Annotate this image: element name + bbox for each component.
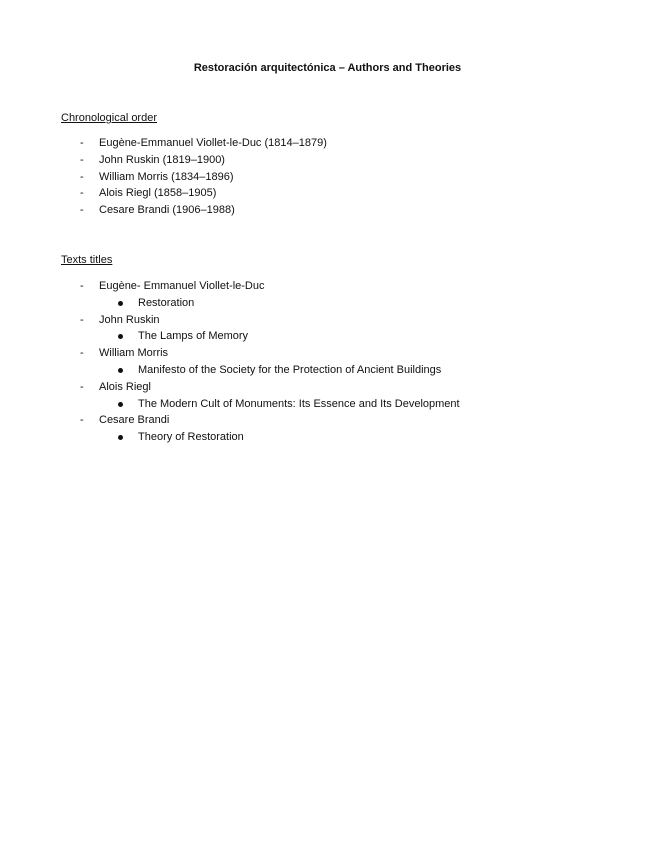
author-dates: Eugène-Emmanuel Viollet-le-Duc (1814–1879) — [99, 137, 327, 149]
list-item — [0, 312, 655, 329]
list-item — [0, 202, 655, 219]
texts-heading: Texts titles — [61, 254, 113, 266]
text-title: Restoration — [138, 296, 195, 309]
bullet-icon — [118, 435, 123, 440]
list-item — [0, 185, 655, 202]
list-item — [0, 169, 655, 186]
author-dates: John Ruskin (1819–1900) — [99, 153, 225, 166]
texts-list — [0, 278, 655, 446]
dash-marker: - — [80, 153, 84, 166]
chronological-list — [0, 135, 655, 219]
list-item — [0, 328, 655, 345]
text-title: The Modern Cult of Monuments: Its Essence and Its Development — [138, 397, 460, 410]
dash-marker: - — [80, 137, 84, 149]
text-title: The Lamps of Memory — [138, 330, 249, 343]
text-title: Theory of Restoration — [138, 431, 244, 444]
list-item — [0, 278, 655, 295]
dash-marker: - — [80, 170, 84, 183]
list-item — [0, 412, 655, 429]
dash-marker: - — [80, 280, 84, 292]
author-name: Eugène- Emmanuel Viollet-le-Duc — [99, 280, 265, 292]
dash-marker: - — [80, 347, 84, 360]
list-item — [0, 429, 655, 446]
dash-marker: - — [80, 313, 84, 326]
author-name: Cesare Brandi — [99, 414, 170, 427]
author-dates: Cesare Brandi (1906–1988) — [99, 204, 235, 217]
bullet-icon — [118, 402, 123, 407]
author-name: William Morris — [99, 347, 169, 360]
list-item — [0, 362, 655, 379]
text-title: Manifesto of the Society for the Protection of Ancient Buildings — [138, 363, 442, 376]
list-item — [0, 379, 655, 396]
author-dates: Alois Riegl (1858–1905) — [99, 187, 217, 200]
dash-marker: - — [80, 414, 84, 427]
list-item — [0, 152, 655, 169]
list-item — [0, 135, 655, 152]
document-title: Restoración arquitectónica – Authors and Theories — [193, 62, 462, 74]
bullet-icon — [118, 334, 123, 339]
author-name: John Ruskin — [99, 313, 160, 326]
chronological-heading: Chronological order — [61, 112, 157, 124]
author-name: Alois Riegl — [99, 380, 151, 393]
dash-marker: - — [80, 204, 84, 217]
list-item — [0, 295, 655, 312]
bullet-icon — [118, 368, 123, 373]
dash-marker: - — [80, 380, 84, 393]
bullet-icon — [118, 301, 123, 306]
author-dates: William Morris (1834–1896) — [99, 170, 234, 183]
list-item — [0, 345, 655, 362]
list-item — [0, 396, 655, 413]
dash-marker: - — [80, 187, 84, 200]
